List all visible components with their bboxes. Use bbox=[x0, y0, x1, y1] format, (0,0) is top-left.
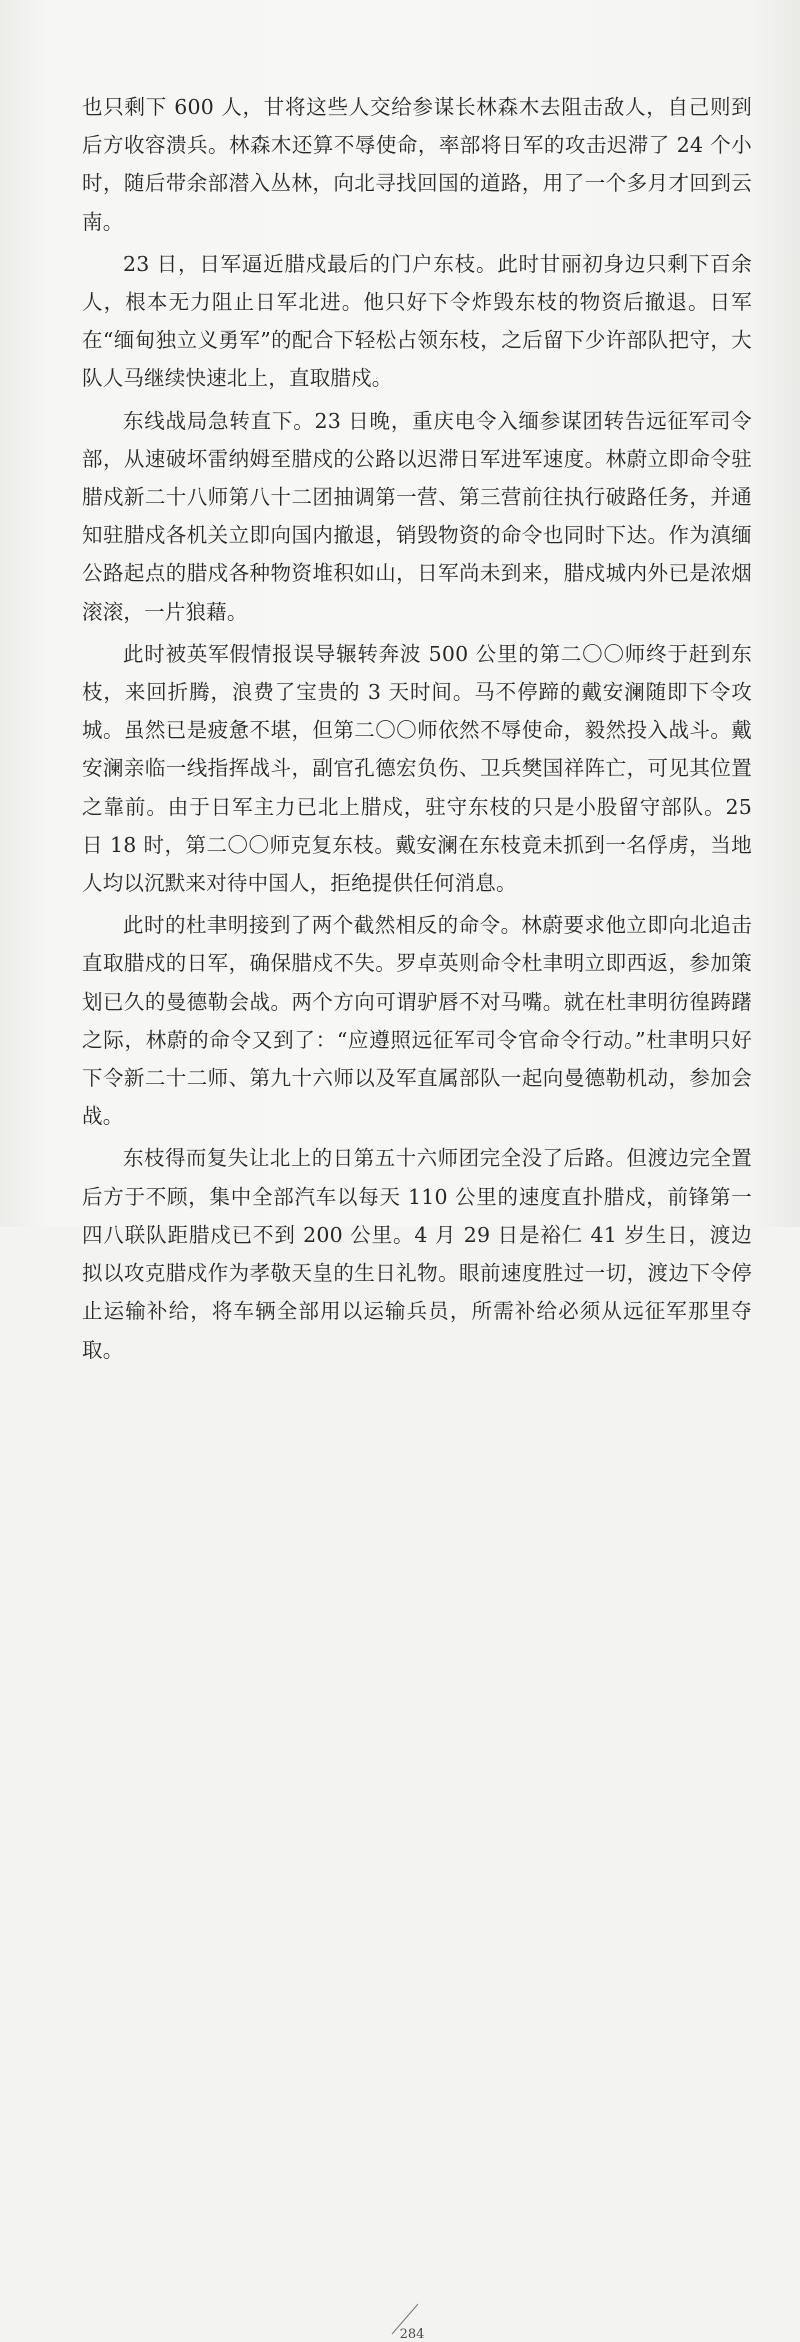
paragraph-1: 也只剩下 600 人，甘将这些人交给参谋长林森木去阻击敌人，自己则到后方收容溃兵。林森木还算不辱使命，率部将日军的攻击迟滞了 24 个小时，随后带余部潜入丛林，向北寻找回国的道路，用了一个多月才回到云南。 bbox=[82, 95, 752, 234]
paragraph-5: 此时的杜聿明接到了两个截然相反的命令。林蔚要求他立即向北追击直取腊戍的日军，确保腊戍不失。罗卓英则命令杜聿明立即西返，参加策划已久的曼德勒会战。两个方向可谓驴唇不对马嘴。就在杜聿明彷徨踌躇之际，林蔚的命令又到了：“应遵照远征军司令官命令行动。”杜聿明只好下令新二十二师、第九十六师以及军直属部队一起向曼德勒机动，参加会战。 bbox=[82, 913, 752, 1129]
paragraph-2: 23 日，日军逼近腊戍最后的门户东枝。此时甘丽初身边只剩下百余人，根本无力阻止日军北进。他只好下令炸毁东枝的物资后撤退。日军在“缅甸独立义勇军”的配合下轻松占领东枝，之后留下少许部队把守，大队人马继续快速北上，直取腊戍。 bbox=[82, 251, 752, 391]
paragraph-3: 东线战局急转直下。23 日晚，重庆电令入缅参谋团转告远征军司令部，从速破坏雷纳姆至腊戍的公路以迟滞日军进军速度。林蔚立即命令驻腊戍新二十八师第八十二团抽调第一营、第三营前往执行破路任务，并通知驻腊戍各机关立即向国内撤退，销毁物资的命令也同时下达。作为滇缅公路起点的腊戍各种物资堆积如山，日军尚未到来，腊戍城内外已是浓烟滚滚，一片狼藉。 bbox=[82, 408, 752, 624]
paragraph-4: 此时被英军假情报误导辗转奔波 500 公里的第二〇〇师终于赶到东枝，来回折腾，浪费了宝贵的 3 天时间。马不停蹄的戴安澜随即下令攻城。虽然已是疲惫不堪，但第二〇〇师依然不辱使命，毅然投入战斗。戴安澜亲临一线指挥战斗，副官孔德宏负伤、卫兵樊国祥阵亡，可见其位置之靠前。由于日军主力已北上腊戍，驻守东枝的只是小股留守部队。25 日 18 时，第二〇〇师克复东枝。戴安澜在东枝竟未抓到一名俘虏，当地人均以沉默来对待中国人，拒绝提供任何消息。 bbox=[82, 641, 752, 896]
page-number: 284 bbox=[399, 2327, 425, 2342]
paragraph-6: 东枝得而复失让北上的日第五十六师团完全没了后路。但渡边完全置后方于不顾，集中全部汽车以每天 110 公里的速度直扑腊戍，前锋第一四八联队距腊戍已不到 200 公里。4 月 29 日是裕仁 41 岁生日，渡边拟以攻克腊戍作为孝敬天皇的生日礼物。眼前速度胜过一切，渡边下令停止运输补给，将车辆全部用以运输兵员，所需补给必须从远征军那里夺取。 bbox=[82, 1146, 752, 1362]
